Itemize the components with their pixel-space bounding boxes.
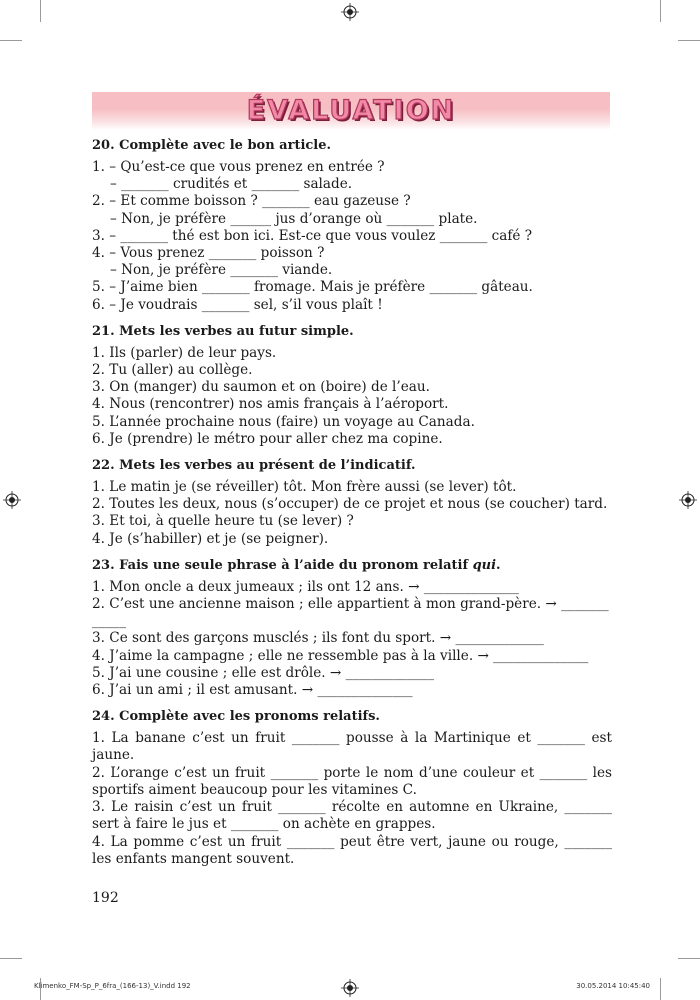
exercise-line: 4. – Vous prenez _______ poisson ?	[92, 245, 325, 262]
exercise-line: 2. Tu (aller) au collège.	[92, 362, 253, 379]
crop-mark	[678, 40, 700, 41]
exercise-line: 3. Et toi, à quelle heure tu (se lever) ?	[92, 513, 354, 530]
exercise-20	[92, 137, 612, 314]
footer-file-name: Klimenko_FM-Sp_P_6fra_(166-13)_V.indd 192	[34, 982, 191, 990]
exercise-line: 3. Le raisin c’est un fruit _______ récolte en automne en Ukraine, _______ sert à faire le jus et _______ on achète en grappes.	[92, 799, 612, 833]
exercise-line: 6. – Je voudrais _______ sel, s’il vous plaît !	[92, 296, 383, 313]
exercise-line: 4. Nous (rencontrer) nos amis français à l’aéroport.	[92, 396, 449, 413]
exercise-line: – Non, je préfère ______ jus d’orange où _______ plate.	[110, 210, 478, 227]
emphasis-qui: qui	[472, 557, 497, 573]
exercise-line: 1. – Qu’est-ce que vous prenez en entrée ?	[92, 159, 385, 175]
exercise-line: _____	[92, 613, 126, 630]
exercise-title: 20. Complète avec le bon article.	[92, 138, 332, 153]
crop-mark	[0, 40, 22, 41]
exercise-line: 5. – J’aime bien _______ fromage. Mais je préfère _______ gâteau.	[92, 279, 533, 296]
footer-timestamp: 30.05.2014 10:45:40	[576, 982, 650, 990]
exercise-line: 4. Je (s’habiller) et je (se peigner).	[92, 530, 329, 547]
exercise-22	[92, 457, 612, 548]
exercise-line: 6. Je (prendre) le métro pour aller chez ma copine.	[92, 430, 443, 447]
exercise-line: 2. – Et comme boisson ? _______ eau gazeuse ?	[92, 193, 411, 210]
exercise-line: 5. L’année prochaine nous (faire) un voyage au Canada.	[92, 413, 475, 430]
exercise-line: 3. On (manger) du saumon et on (boire) de l’eau.	[92, 379, 430, 396]
exercise-21	[92, 323, 612, 448]
exercise-line: 4. La pomme c’est un fruit _______ peut être vert, jaune ou rouge, _______ les enfants mangent souvent.	[92, 833, 612, 867]
exercise-line: 2. L’orange c’est un fruit _______ porte le nom d’une couleur et _______ les sportifs aiment beaucoup pour les vitamines C.	[92, 764, 612, 798]
exercise-line: 4. J’aime la campagne ; elle ne ressemble pas à la ville. → ______________	[92, 647, 589, 664]
exercise-line: 1. Mon oncle a deux jumeaux ; ils ont 12 ans. → ______________	[92, 578, 519, 595]
header-banner	[92, 92, 610, 130]
exercise-24	[92, 708, 612, 868]
exercise-line: – Non, je préfère _______ viande.	[110, 262, 333, 279]
exercise-line: 1. Ils (parler) de leur pays.	[92, 344, 277, 361]
exercise-line: 2. C’est une ancienne maison ; elle appartient à mon grand-père. → _______	[92, 596, 609, 613]
page-number: 192	[92, 890, 119, 906]
exercise-line: 3. – _______ thé est bon ici. Est-ce que vous voulez _______ café ?	[92, 227, 533, 244]
registration-mark-icon	[341, 3, 359, 21]
exercise-line: 1. La banane c’est un fruit _______ pousse à la Martinique et _______ est jaune.	[92, 730, 612, 764]
crop-mark	[678, 958, 700, 959]
exercise-line: 1. Le matin je (se réveiller) tôt. Mon frère aussi (se lever) tôt.	[92, 479, 517, 496]
crop-mark	[660, 0, 661, 22]
exercise-title: 24. Complète avec les pronoms relatifs.	[92, 709, 380, 725]
exercise-line: 2. Toutes les deux, nous (s’occuper) de ce projet et nous (se coucher) tard.	[92, 496, 608, 513]
crop-mark	[40, 0, 41, 22]
page-title: ÉVALUATION	[246, 95, 456, 126]
crop-mark	[0, 958, 22, 959]
exercise-23	[92, 557, 612, 699]
exercise-title: 23. Fais une seule phrase à l’aide du pronom relatif qui.	[92, 557, 501, 573]
registration-mark-icon	[3, 491, 21, 509]
exercise-line: 6. J’ai un ami ; il est amusant. → ______________	[92, 682, 413, 699]
registration-mark-icon	[341, 979, 359, 997]
exercise-line: – _______ crudités et _______ salade.	[110, 176, 353, 193]
exercise-title: 21. Mets les verbes au futur simple.	[92, 323, 354, 339]
crop-mark	[660, 978, 661, 1000]
exercise-line: 3. Ce sont des garçons musclés ; ils font du sport. → _____________	[92, 630, 544, 647]
exercise-line: 5. J’ai une cousine ; elle est drôle. → _____________	[92, 664, 435, 681]
registration-mark-icon	[679, 491, 697, 509]
exercise-title: 22. Mets les verbes au présent de l’indicatif.	[92, 458, 416, 474]
exercise-content	[92, 137, 612, 877]
